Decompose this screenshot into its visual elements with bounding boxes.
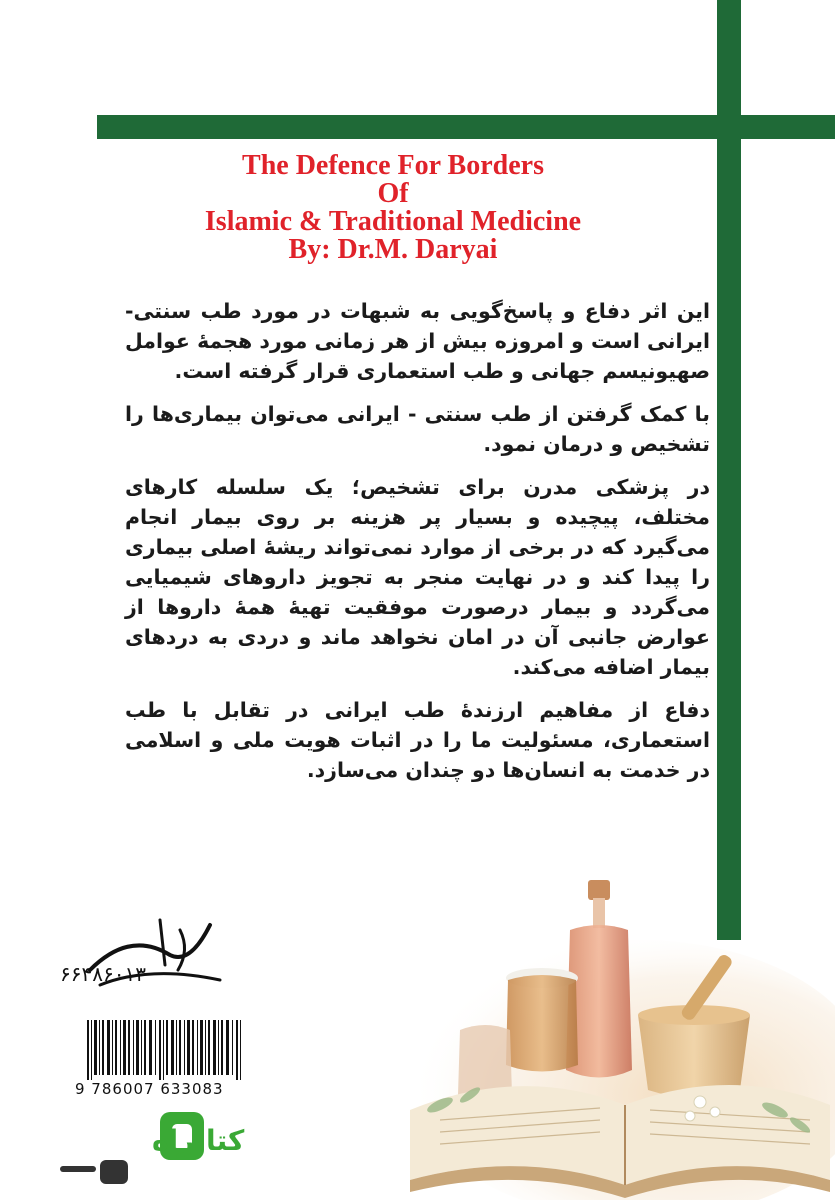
paragraph-1: این اثر دفاع و پاسخ‌گویی به شبهات در مورد طب سنتی- ایرانی است و امروزه بیش از هر زمانی مورد هجمهٔ عوامل صهیونیسم جهانی و طب استعماری قرار گرفته است. bbox=[125, 299, 710, 383]
isbn-number: 9 786007 633083 bbox=[75, 1080, 224, 1098]
publisher-phone: ۶۶۴۸۶۰۱۳ bbox=[60, 962, 146, 986]
title-line-3: Islamic & Traditional Medicine bbox=[204, 206, 582, 237]
english-title-block bbox=[140, 152, 646, 264]
ketabrah-brand-name: کتابراه bbox=[152, 1124, 245, 1157]
title-line-1: The Defence For Borders bbox=[242, 150, 544, 181]
green-cross-vertical-bar bbox=[717, 0, 741, 940]
isbn-barcode bbox=[85, 1020, 245, 1080]
persian-description bbox=[125, 296, 710, 798]
publisher-logo-arman bbox=[70, 910, 230, 1010]
herbal-medicine-illustration bbox=[400, 880, 835, 1200]
publisher-logo-text: آرمان bbox=[70, 910, 73, 911]
title-line-2: Of bbox=[377, 178, 409, 209]
paragraph-4: دفاع از مفاهیم ارزندهٔ طب ایرانی در تقابل با طب استعماری، مسئولیت ما را در اثبات هویت ملی و اسلامی در خدمت به انسان‌ها دو چندان می‌سازد. bbox=[125, 698, 710, 782]
ketabrah-logo bbox=[40, 1100, 245, 1190]
paragraph-2: با کمک گرفتن از طب سنتی - ایرانی می‌توان بیماری‌ها را تشخیص و درمان نمود. bbox=[125, 402, 710, 456]
paragraph-3: در پزشکی مدرن برای تشخیص؛ یک سلسله کارهای مختلف، پیچیده و بسیار پر هزینه بر روی بیمار انجام می‌گیرد که در برخی از موارد نمی‌تواند ریشهٔ اصلی بیماری را پیدا کند و در نهایت منجر به تجویز داروهای شیمیایی می‌گردد و بیمار درصورت موفقیت تهیهٔ همهٔ داروها از عوارض جانبی آن در امان نخواهد ماند و دردی به دردهای بیمار اضافه می‌کند. bbox=[125, 475, 710, 679]
author-line: By: Dr.M. Daryai bbox=[288, 234, 498, 265]
